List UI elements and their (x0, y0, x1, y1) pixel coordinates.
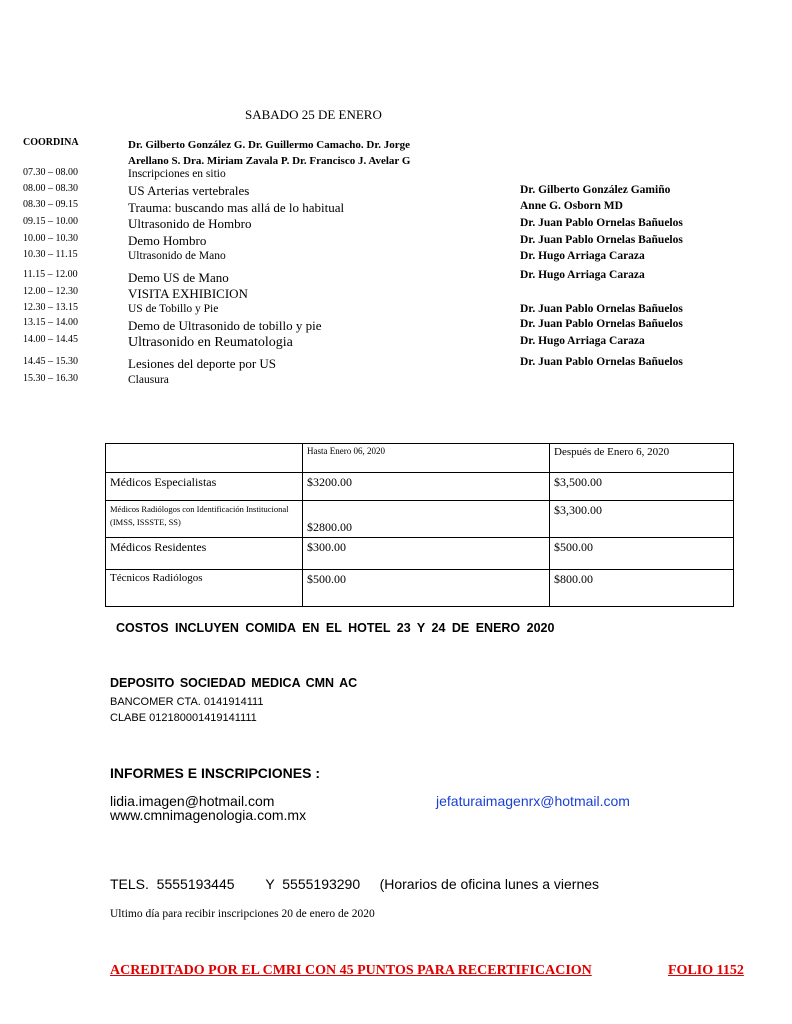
schedule-activity: Clausura (128, 374, 169, 386)
schedule-activity: Demo de Ultrasonido de tobillo y pie (128, 318, 322, 333)
schedule-activity: Ultrasonido de Hombro (128, 216, 252, 231)
schedule-time: 12.00 – 12.30 (23, 286, 78, 297)
category-cell: Médicos Especialistas (106, 473, 303, 501)
coordina-line-2: Arellano S. Dra. Miriam Zavala P. Dr. Francisco J. Avelar G (128, 155, 411, 167)
schedule-time: 08.30 – 09.15 (23, 199, 78, 210)
schedule-time: 11.15 – 12.00 (23, 269, 78, 280)
schedule-time: 10.00 – 10.30 (23, 233, 78, 244)
table-row (106, 473, 734, 501)
clabe: CLABE 012180001419141111 (110, 712, 257, 724)
website-link[interactable]: www.cmnimagenologia.com.mx (110, 807, 307, 823)
price-before-cell: $3200.00 (303, 473, 550, 501)
header-cell: Después de Enero 6, 2020 (550, 444, 734, 473)
header-cell (106, 444, 303, 473)
price-table (105, 443, 734, 607)
price-after-cell: $500.00 (550, 538, 734, 570)
schedule-time: 14.00 – 14.45 (23, 334, 78, 345)
schedule-time: 08.00 – 08.30 (23, 183, 78, 194)
schedule-activity: Lesiones del deporte por US (128, 356, 277, 371)
folio-number: FOLIO 1152 (668, 963, 744, 978)
category-cell: Médicos Residentes (106, 538, 303, 570)
schedule-speaker: Dr. Juan Pablo Ornelas Bañuelos (520, 217, 683, 229)
category-cell: Médicos Radiólogos con Identificación Institucional (IMSS, ISSSTE, SS) (106, 501, 303, 538)
schedule-time: 15.30 – 16.30 (23, 373, 78, 384)
schedule-speaker: Dr. Juan Pablo Ornelas Bañuelos (520, 303, 683, 315)
schedule-time: 10.30 – 11.15 (23, 249, 78, 260)
price-after-cell: $3,500.00 (550, 473, 734, 501)
schedule-activity: Inscripciones en sitio (128, 168, 226, 180)
schedule-speaker: Dr. Hugo Arriaga Caraza (520, 250, 645, 262)
schedule-activity: US de Tobillo y Pie (128, 303, 219, 315)
schedule-time: 07.30 – 08.00 (23, 167, 78, 178)
schedule-time: 14.45 – 15.30 (23, 356, 78, 367)
phone-numbers: TELS. 5555193445 Y 5555193290 (Horarios de oficina lunes a viernes (110, 876, 600, 892)
schedule-speaker: Dr. Hugo Arriaga Caraza (520, 335, 645, 347)
header-cell: Hasta Enero 06, 2020 (303, 444, 550, 473)
price-before-cell: $300.00 (303, 538, 550, 570)
schedule-activity: US Arterias vertebrales (128, 183, 250, 198)
schedule-time: 13.15 – 14.00 (23, 317, 78, 328)
category-cell: Técnicos Radiólogos (106, 570, 303, 607)
schedule-activity: Ultrasonido en Reumatologia (128, 335, 293, 350)
schedule-activity: Trauma: buscando mas allá de lo habitual (128, 200, 345, 215)
schedule-speaker: Dr. Juan Pablo Ornelas Bañuelos (520, 234, 683, 246)
schedule-activity: Ultrasonido de Mano (128, 250, 226, 262)
info-title: INFORMES E INSCRIPCIONES : (110, 765, 321, 781)
coordina-line-1: Dr. Gilberto González G. Dr. Guillermo Camacho. Dr. Jorge (128, 139, 410, 151)
table-row (106, 570, 734, 607)
accreditation-text: ACREDITADO POR EL CMRI CON 45 PUNTOS PARA RECERTIFICACION (110, 963, 592, 978)
page-title: SABADO 25 DE ENERO (245, 107, 382, 122)
price-after-cell: $800.00 (550, 570, 734, 607)
bank-account: BANCOMER CTA. 0141914111 (110, 696, 264, 708)
costs-note: COSTOS INCLUYEN COMIDA EN EL HOTEL 23 Y 24 DE ENERO 2020 (116, 621, 555, 635)
schedule-speaker: Dr. Juan Pablo Ornelas Bañuelos (520, 356, 683, 368)
table-row (106, 501, 734, 538)
table-row (106, 538, 734, 570)
schedule-activity: Demo Hombro (128, 233, 207, 248)
schedule-speaker: Dr. Gilberto González Gamiño (520, 184, 671, 196)
schedule-activity: Demo US de Mano (128, 270, 229, 285)
schedule-activity: VISITA EXHIBICION (128, 286, 248, 301)
coordina-label: COORDINA (23, 137, 79, 148)
deposit-title: DEPOSITO SOCIEDAD MEDICA CMN AC (110, 676, 358, 690)
email-link[interactable]: lidia.imagen@hotmail.com (110, 793, 275, 809)
coordina-names (128, 137, 410, 169)
email-link[interactable]: jefaturaimagenrx@hotmail.com (436, 793, 630, 809)
price-table-header (106, 444, 734, 473)
schedule-speaker: Dr. Juan Pablo Ornelas Bañuelos (520, 318, 683, 330)
price-after-cell: $3,300.00 (550, 501, 734, 538)
schedule-time: 09.15 – 10.00 (23, 216, 78, 227)
registration-deadline: Ultimo día para recibir inscripciones 20 de enero de 2020 (110, 908, 375, 920)
schedule-speaker: Anne G. Osborn MD (520, 200, 623, 212)
schedule-speaker: Dr. Hugo Arriaga Caraza (520, 269, 645, 281)
price-before-cell: $500.00 (303, 570, 550, 607)
price-before-cell: $2800.00 (303, 501, 550, 538)
schedule-time: 12.30 – 13.15 (23, 302, 78, 313)
